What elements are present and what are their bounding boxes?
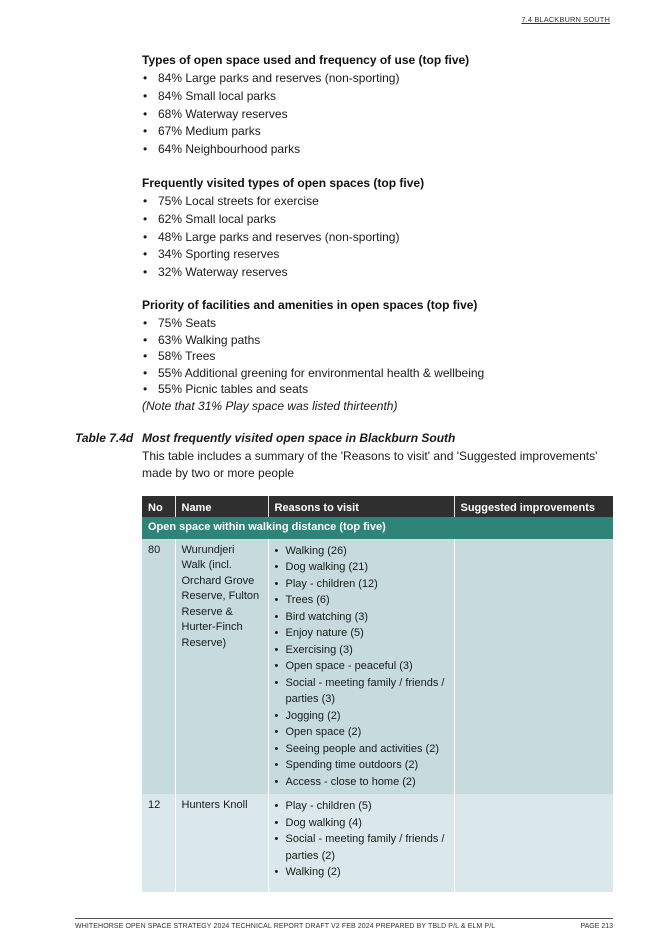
reason-item: • Open space - peaceful (3) xyxy=(275,658,448,675)
reason-item: • Access - close to home (2) xyxy=(275,774,448,791)
reason-item: • Exercising (3) xyxy=(275,642,448,659)
reason-item: • Play - children (5) xyxy=(275,798,448,815)
list-item: • 84% Large parks and reserves (non-sporting) xyxy=(142,70,612,88)
table-number: Table 7.4d xyxy=(75,431,134,445)
cell-name: Wurundjeri Walk (incl. Orchard Grove Reserve, Fulton Reserve & Hurter-Finch Reserve) xyxy=(175,539,268,795)
reasons-list xyxy=(275,798,448,881)
list-item: • 62% Small local parks xyxy=(142,211,612,229)
reason-item: • Walking (2) xyxy=(275,864,448,881)
section-label: Open space within walking distance (top five) xyxy=(142,517,613,539)
cell-no: 12 xyxy=(142,794,175,892)
section-types-used xyxy=(142,53,612,159)
cell-no: 80 xyxy=(142,539,175,795)
reason-item: • Seeing people and activities (2) xyxy=(275,741,448,758)
list-item: • 67% Medium parks xyxy=(142,123,612,141)
column-header-reasons: Reasons to visit xyxy=(268,496,454,517)
column-header-no: No xyxy=(142,496,175,517)
reason-item: • Trees (6) xyxy=(275,592,448,609)
cell-improvements xyxy=(454,539,613,795)
reasons-list xyxy=(275,543,448,791)
cell-improvements xyxy=(454,794,613,892)
reason-item: • Dog walking (4) xyxy=(275,815,448,832)
reason-item: • Jogging (2) xyxy=(275,708,448,725)
column-header-name: Name xyxy=(175,496,268,517)
table-header-row xyxy=(142,496,613,517)
table-title: Most frequently visited open space in Blackburn South xyxy=(142,431,456,445)
reason-item: • Social - meeting family / friends / parties (3) xyxy=(275,675,448,708)
reason-item: • Bird watching (3) xyxy=(275,609,448,626)
section-title: Types of open space used and frequency of use (top five) xyxy=(142,53,470,67)
list-item: • 58% Trees xyxy=(142,348,612,365)
section-title: Priority of facilities and amenities in open spaces (top five) xyxy=(142,298,478,312)
table-description: This table includes a summary of the 'Reasons to visit' and 'Suggested improvements' made by two or more people xyxy=(142,449,598,480)
column-header-improvements: Suggested improvements xyxy=(454,496,613,517)
list-item: • 84% Small local parks xyxy=(142,88,612,106)
table-row xyxy=(142,794,613,892)
footer-text: WHITEHORSE OPEN SPACE STRATEGY 2024 TECHNICAL REPORT DRAFT V2 FEB 2024 PREPARED BY TBLD P/L & ELM P/L xyxy=(75,923,496,930)
list-item: • 55% Additional greening for environmental health & wellbeing xyxy=(142,365,612,382)
section-priority-facilities xyxy=(142,298,612,415)
reason-item: • Open space (2) xyxy=(275,724,448,741)
reason-item: • Spending time outdoors (2) xyxy=(275,757,448,774)
list-item: • 68% Waterway reserves xyxy=(142,106,612,124)
table-row xyxy=(142,539,613,795)
list-item: • 75% Seats xyxy=(142,315,612,332)
cell-reasons xyxy=(268,539,454,795)
list-item: • 34% Sporting reserves xyxy=(142,246,612,264)
reason-item: • Social - meeting family / friends / parties (2) xyxy=(275,831,448,864)
section-list xyxy=(142,315,612,398)
cell-name: Hunters Knoll xyxy=(175,794,268,892)
note-text: (Note that 31% Play space was listed thirteenth) xyxy=(142,398,398,413)
list-item: • 63% Walking paths xyxy=(142,332,612,349)
section-list xyxy=(142,70,612,159)
list-item: • 55% Picnic tables and seats xyxy=(142,381,612,398)
reason-item: • Play - children (12) xyxy=(275,576,448,593)
reason-item: • Dog walking (21) xyxy=(275,559,448,576)
list-item: • 64% Neighbourhood parks xyxy=(142,141,612,159)
list-item: • 75% Local streets for exercise xyxy=(142,193,612,211)
footer-divider xyxy=(75,918,613,919)
section-title: Frequently visited types of open spaces (top five) xyxy=(142,176,425,190)
page-number: PAGE 213 xyxy=(580,923,613,930)
list-item: • 48% Large parks and reserves (non-sporting) xyxy=(142,229,612,247)
reason-item: • Enjoy nature (5) xyxy=(275,625,448,642)
section-list xyxy=(142,193,612,282)
section-tag[interactable]: 7.4 BLACKBURN SOUTH xyxy=(521,15,610,24)
open-space-table xyxy=(142,496,613,892)
section-frequently-visited xyxy=(142,176,612,282)
cell-reasons xyxy=(268,794,454,892)
reason-item: • Walking (26) xyxy=(275,543,448,560)
table-section-row xyxy=(142,517,613,539)
list-item: • 32% Waterway reserves xyxy=(142,264,612,282)
